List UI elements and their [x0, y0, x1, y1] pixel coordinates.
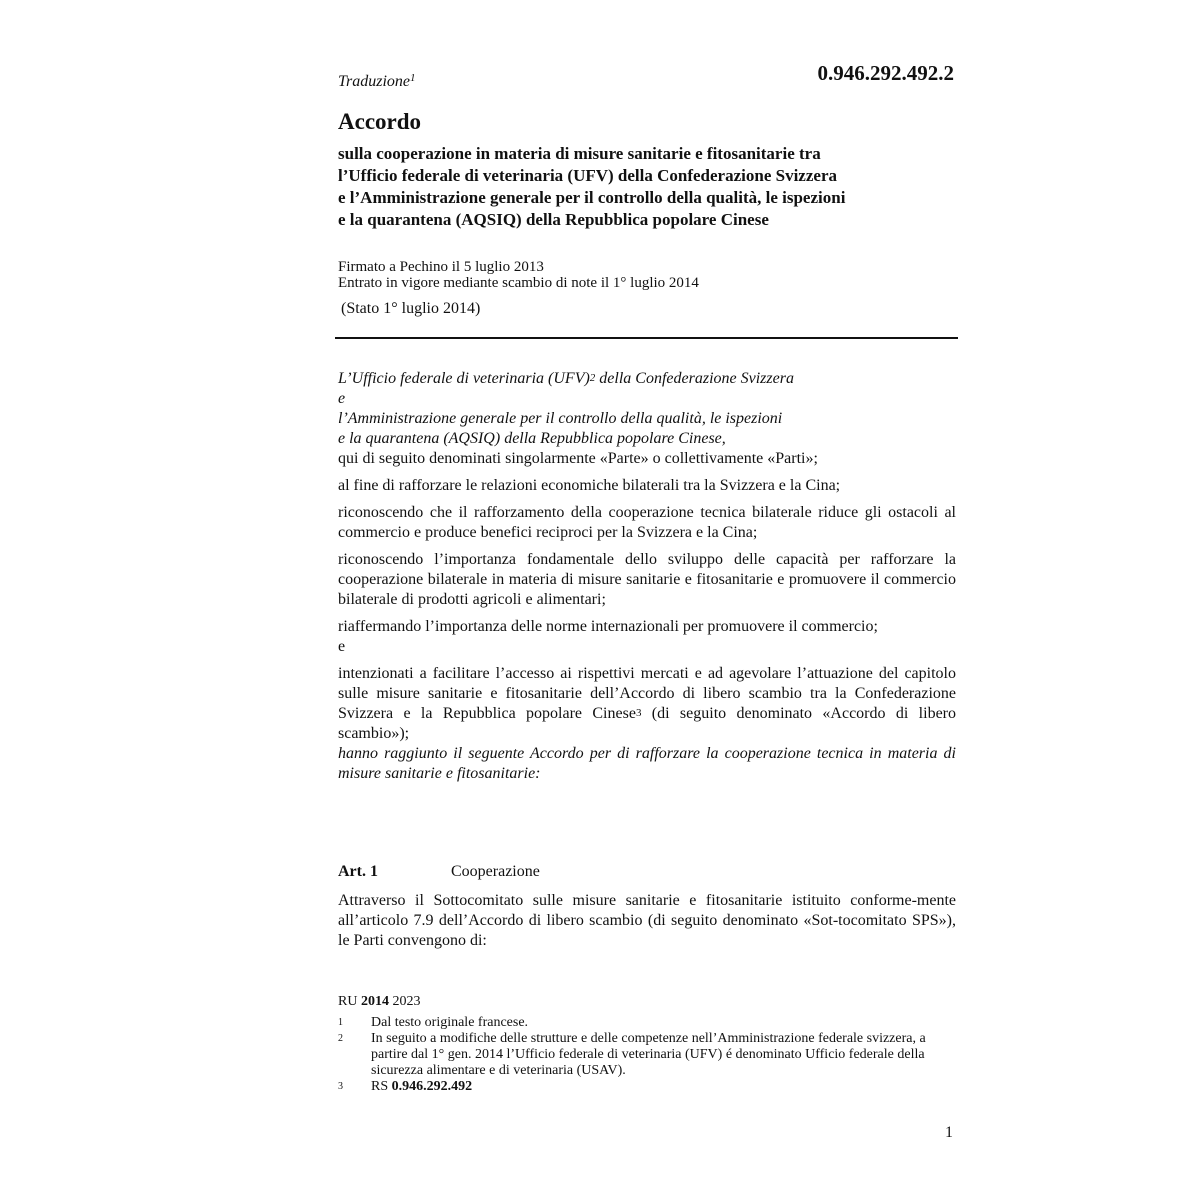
recital-conjunction: e — [338, 638, 346, 655]
recital-1: al fine di rafforzare le relazioni economiche bilaterali tra la Svizzera e la Cina; — [338, 477, 841, 494]
official-collection-ref: RU 2014 2023 — [338, 994, 421, 1009]
article-number: Art. 1 — [338, 863, 378, 880]
footnote-mark: 1 — [338, 1017, 343, 1028]
footnote-ref-2[interactable]: 2 — [589, 372, 596, 384]
recital-3: riconoscendo l’importanza fondamentale dello sviluppo delle capacità per rafforzare la cooperazione bilaterale in materia di misure sanitarie e fitosanitarie e promuovere il commercio bilaterale di prodotti agricoli e alimentari; — [338, 551, 956, 608]
subtitle-line: e la quarantena (AQSIQ) della Repubblica popolare Cinese — [338, 210, 769, 229]
translation-label: Traduzione$^1$ — [338, 72, 416, 90]
footnote-sr-link[interactable]: 0.946.292.492 — [391, 1079, 473, 1094]
footnote — [338, 1015, 956, 1031]
conjunction: e — [338, 390, 346, 407]
document-title: Accordo — [338, 109, 422, 134]
footnote-mark: 2 — [338, 1033, 343, 1044]
footnote — [338, 1031, 956, 1079]
recital-2: riconoscendo che il rafforzamento della cooperazione tecnica bilaterale riduce gli ostacoli al commercio e produce benefici reciproci per la Svizzera e la Cina; — [338, 504, 956, 541]
subtitle-line: sulla cooperazione in materia di misure sanitarie e fitosanitarie tra — [338, 144, 821, 163]
recital-4: riaffermando l’importanza delle norme internazionali per promuovere il commercio; — [338, 618, 878, 635]
party-2-line-2: e la quarantena (AQSIQ) della Repubblica popolare Cinese, — [338, 430, 726, 447]
preamble-closing: hanno raggiunto il seguente Accordo per di rafforzare la cooperazione tecnica in materia di misure sanitarie e fitosanitarie: — [338, 745, 956, 782]
footnote-text: In seguito a modifiche delle strutture e delle competenze nell’Amministrazione federale svizzera, a partire dal 1° gen. 2014 l’Ufficio federale di veterinaria (UFV) é denominato Ufficio federale della sicurezza alimentare e di veterinaria (USAV). — [371, 1031, 926, 1078]
footnote-mark: 3 — [338, 1081, 343, 1092]
footnotes — [338, 1015, 956, 1095]
status-date: (Stato 1° luglio 2014) — [341, 300, 481, 317]
party-1: L’Ufficio federale di veterinaria (UFV)$^2$ della Confederazione Svizzera — [338, 370, 794, 387]
parties-denomination: qui di seguito denominati singolarmente «Parte» o collettivamente «Parti»; — [338, 450, 818, 467]
article-title: Cooperazione — [451, 863, 540, 880]
document-subtitle — [338, 143, 956, 231]
footnote-ref-3[interactable]: 3 — [635, 707, 642, 719]
subtitle-line: l’Ufficio federale di veterinaria (UFV) della Confederazione Svizzera — [338, 166, 837, 185]
footnote-text: RS 0.946.292.492 — [371, 1079, 473, 1094]
preamble — [338, 369, 956, 784]
party-2-line-1: l’Amministrazione generale per il controllo della qualità, le ispezioni — [338, 410, 783, 427]
footnote-text: Dal testo originale francese. — [371, 1015, 529, 1030]
article-heading — [338, 863, 956, 881]
footnote-ref-1[interactable]: 1 — [410, 72, 416, 84]
footnote — [338, 1079, 956, 1095]
sr-number: 0.946.292.492.2 — [817, 61, 954, 85]
in-force-date: Entrato in vigore mediante scambio di note il 1° luglio 2014 — [338, 275, 699, 291]
subtitle-line: e l’Amministrazione generale per il controllo della qualità, le ispezioni — [338, 188, 846, 207]
header-divider — [335, 337, 958, 339]
article-text: Attraverso il Sottocomitato sulle misure sanitarie e fitosanitarie istituito conforme-mente all’articolo 7.9 dell’Accordo di libero scambio (di seguito denominato «Sot-tocomitato SPS»), le Parti convengono di: — [338, 892, 956, 949]
signed-date: Firmato a Pechino il 5 luglio 2013 — [338, 259, 544, 275]
signature-info — [338, 259, 956, 291]
recital-5: intenzionati a facilitare l’accesso ai rispettivi mercati e ad agevolare l’attuazione del capitolo sulle misure sanitarie e fitosanitarie dell’Accordo di libero scambio tra la Confederazione Svizzera e la Repubblica popolare Cinese$^3$ (di seguito denominato «Accordo di libero scambio»); — [338, 665, 956, 742]
page-number: 1 — [945, 1124, 953, 1141]
